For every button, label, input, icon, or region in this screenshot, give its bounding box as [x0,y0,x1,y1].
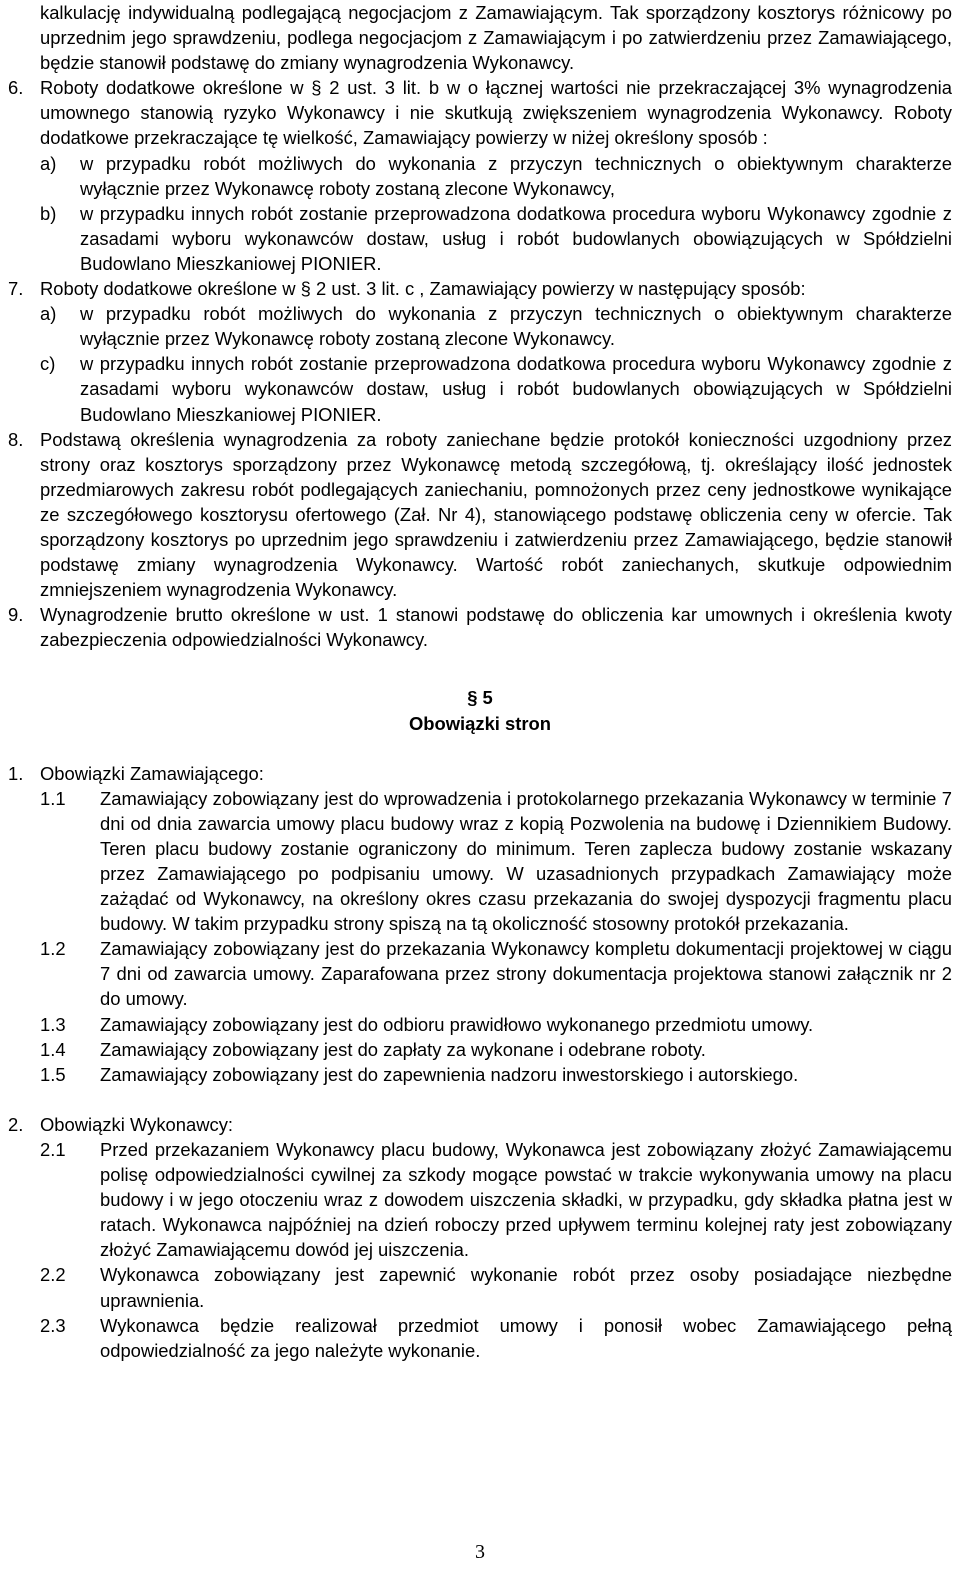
item-6-b [0,201,960,276]
sub-item-number: 2.3 [40,1314,66,1336]
item-number: 8. [8,428,24,450]
sub-item-number: 1.5 [40,1063,66,1085]
zamawiajacy-item [0,1037,960,1062]
item-number: 6. [8,77,24,99]
sub-item-text: Zamawiający zobowiązany jest do wprowadzenia i protokolarnego przekazania Wykonawcy w terminie 7 dni od dnia zawarcia umowy placu budowy wraz z kopią Pozwolenia na budowę i Dziennikiem Budowy. Teren placu budowy zostanie ograniczony do minimum. Teren zaplecza budowy zostanie wskazany przez Zamawiającego po podpisaniu umowy. W uzasadnionych przypadkach Zamawiający może zażądać od Wykonawcy, na określony okres czasu przekazania do swojej dyspozycji fragmentu placu budowy. W takim przypadku strony spiszą na tą okoliczność stosowny protokół przekazania. [100,787,952,935]
spacer [0,1087,960,1112]
item-8 [0,427,960,603]
sub-item-number: 2.2 [40,1264,66,1286]
item-text: Roboty dodatkowe określone w § 2 ust. 3 lit. b w o łącznej wartości nie przekraczającej 3% wynagrodzenia umownego stanowią ryzyko Wykonawcy i nie skutkują zwiększeniem wynagrodzenia Wykonawcy. Roboty dodatkowe przekraczające tę wielkość, Zamawiający powierzy w niżej określony sposób : [40,77,952,149]
page-number: 3 [475,1541,485,1563]
sub-item-text: Zamawiający zobowiązany jest do zapewnienia nadzoru inwestorskiego i autorskiego. [100,1063,799,1085]
item-6-a [0,151,960,201]
sub-item-label: b) [40,202,57,224]
item-7-a [0,301,960,351]
sub-item-text: Zamawiający zobowiązany jest do odbioru prawidłowo wykonanego przedmiotu umowy. [100,1013,814,1035]
sub-item-text: w przypadku innych robót zostanie przeprowadzona dodatkowa procedura wyboru Wykonawcy zgodnie z zasadami wyboru wykonawców dostaw, usług i robót budowlanych obowiązujących w Spółdzielni Budowlano Mieszkaniowej PIONIER. [80,202,952,274]
sub-item-text: Zamawiający zobowiązany jest do zapłaty za wykonane i odebrane roboty. [100,1038,706,1060]
item-number: 9. [8,604,24,626]
wykonawca-heading [0,1112,960,1137]
item-7 [0,276,960,301]
spacer [0,736,960,761]
item-text: Wynagrodzenie brutto określone w ust. 1 stanowi podstawę do obliczenia kar umownych i określenia kwoty zabezpieczenia odpowiedzialności Wykonawcy. [40,604,952,651]
item-6 [0,75,960,150]
item-7-c [0,351,960,426]
continuation-paragraph: kalkulację indywidualną podlegającą negocjacjom z Zamawiającym. Tak sporządzony kosztorys różnicowy po uprzednim jego sprawdzeniu, podlega negocjacjom z Zamawiającym i po zatwierdzeniu przez Zamawiającego, będzie stanowił podstawę do zmiany wynagrodzenia Wykonawcy. [40,2,952,74]
sub-item-number: 2.1 [40,1138,66,1160]
sub-item-text: w przypadku robót możliwych do wykonania z przyczyn technicznych o obiektywnym charakterze wyłącznie przez Wykonawcę roboty zostaną zlecone Wykonawcy, [80,152,952,199]
zamawiajacy-item [0,1012,960,1037]
sub-item-text: Zamawiający zobowiązany jest do przekazania Wykonawcy kompletu dokumentacji projektowej w ciągu 7 dni od zawarcia umowy. Zaparafowana przez strony dokumentacja projektowa stanowi załącznik nr 2 do umowy. [100,938,952,1010]
item-number: 1. [8,762,24,784]
wykonawca-item [0,1262,960,1312]
wykonawca-item [0,1137,960,1262]
wykonawca-item [0,1313,960,1363]
item-9 [0,602,960,652]
sub-item-text: Wykonawca będzie realizował przedmiot umowy i ponosił wobec Zamawiającego pełną odpowiedzialność za jego należyte wykonanie. [100,1314,952,1361]
sub-item-text: w przypadku robót możliwych do wykonania z przyczyn technicznych o obiektywnym charakterze wyłącznie przez Wykonawcę roboty zostaną zlecone Wykonawcy. [80,303,952,350]
sub-item-number: 1.2 [40,938,66,960]
heading-text: Obowiązki Wykonawcy: [40,1113,233,1135]
spacer [0,652,960,685]
zamawiajacy-list [0,786,960,1087]
sub-item-number: 1.3 [40,1013,66,1035]
sub-item-number: 1.4 [40,1038,66,1060]
zamawiajacy-item [0,786,960,937]
item-number: 2. [8,1113,24,1135]
sub-item-text: Przed przekazaniem Wykonawcy placu budowy, Wykonawca jest zobowiązany złożyć Zamawiającemu polisę odpowiedzialności cywilnej za szkody mogące powstać w trakcie wykonywania umowy na placu budowy i w jego otoczeniu wraz z dowodem uiszczenia składki, w przypadku, gdy składka płatna jest w ratach. Wykonawca najpóźniej na dzień roboczy przed upływem terminu kolejnej raty jest zobowiązany złożyć Zamawiającemu dowód jej uiszczenia. [100,1138,952,1261]
sub-item-text: w przypadku innych robót zostanie przeprowadzona dodatkowa procedura wyboru Wykonawcy zgodnie z zasadami wyboru wykonawców dostaw, usług i robót budowlanych obowiązujących w Spółdzielni Budowlano Mieszkaniowej PIONIER. [80,353,952,425]
sub-item-label: a) [40,152,57,174]
zamawiajacy-item [0,936,960,1011]
item-number: 7. [8,278,24,300]
sub-item-number: 1.1 [40,787,66,809]
section-symbol: § 5 [467,687,493,709]
heading-text: Obowiązki Zamawiającego: [40,762,264,784]
item-text: Roboty dodatkowe określone w § 2 ust. 3 lit. c , Zamawiający powierzy w następujący sposób: [40,278,806,300]
zamawiajacy-heading [0,761,960,786]
wykonawca-list [0,1137,960,1363]
section-title: Obowiązki stron [408,712,552,734]
zamawiajacy-item [0,1062,960,1087]
sub-item-text: Wykonawca zobowiązany jest zapewnić wykonanie robót przez osoby posiadające niezbędne uprawnienia. [100,1264,952,1311]
item-text: Podstawą określenia wynagrodzenia za roboty zaniechane będzie protokół konieczności uzgodniony przez strony oraz kosztorys sporządzony przez Wykonawcę metodą szczegółową, tj. określający ilość jednostek przedmiarowych zakresu robót podlegających zaniechaniu, pomnożonych przez ceny jednostkowe wynikające ze szczegółowego kosztorysu ofertowego (Zał. Nr 4), stanowiącego podstawę obliczenia ceny w ofercie. Tak sporządzony kosztorys po uprzednim jego sprawdzeniu i zatwierdzeniu przez Zamawiającego, będzie stanowił podstawę zmiany wynagrodzenia Wykonawcy. Wartość robót zaniechanych, skutkuje odpowiednim zmniejszeniem wynagrodzenia Wykonawcy. [40,428,952,601]
sub-item-label: a) [40,303,57,325]
sub-item-label: c) [40,353,56,375]
